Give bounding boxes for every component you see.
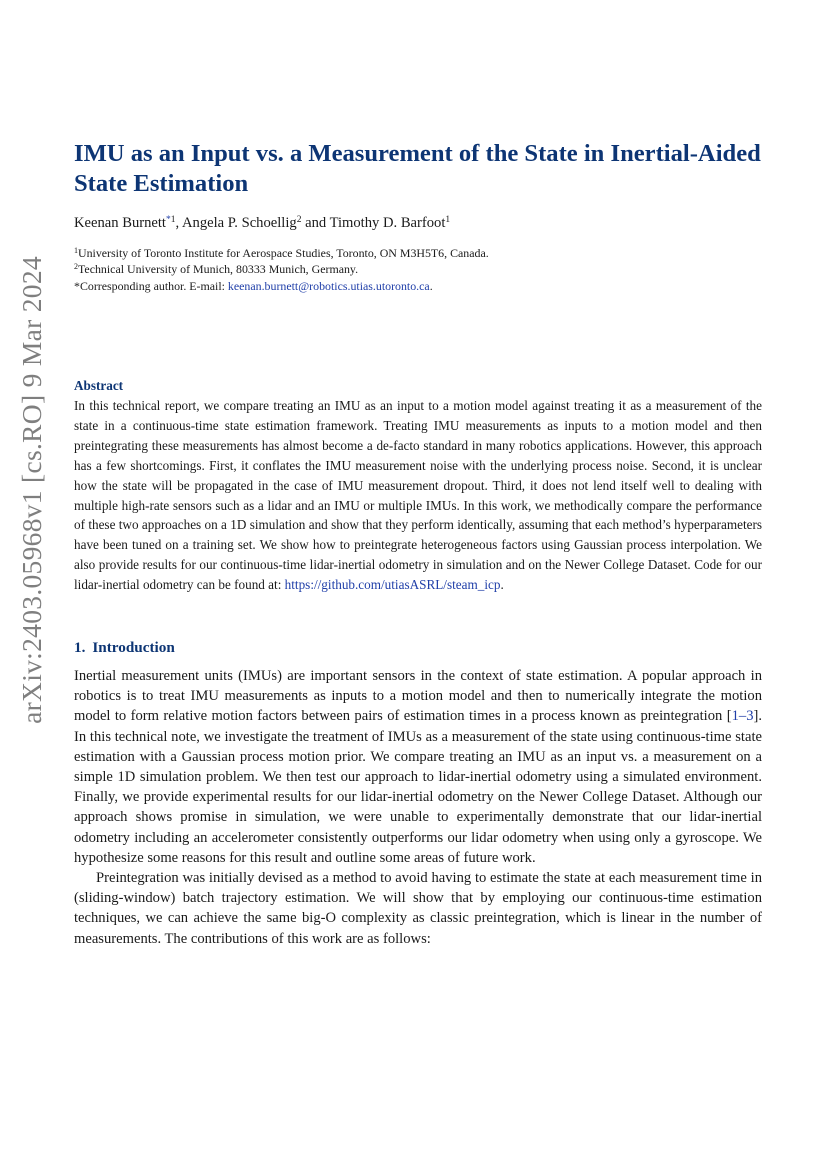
author-mark[interactable] [166,215,176,225]
email-link[interactable]: keenan.burnett@robotics.utias.utoronto.ca [227,278,430,293]
corresponding-prefix: *Corresponding author. E-mail: [74,278,228,293]
affiliation-1 [74,245,489,261]
abstract-heading: Abstract [74,378,124,393]
paragraph-text: Inertial measurement units (IMUs) are important sensors in the context of state estimation. A popular approach in robotics is to treat IMU measurements as inputs to a motion model and then to numerically integrate the motion model to form relative motion factors between pairs of estimation times in a process known as preintegration [ [74,668,762,725]
corresponding-suffix: . [429,278,433,293]
paper-title: IMU as an Input vs. a Measurement of the State in Inertial-Aided State Estimation [74,140,761,197]
author-name: Timothy D. Barfoot [329,215,446,231]
corresponding-author [74,278,489,294]
abstract-section [74,378,762,595]
arxiv-side-stamp [8,0,56,1175]
affiliation-number: 2 [296,215,302,225]
abstract-text [74,396,762,595]
affiliation-text: University of Toronto Institute for Aerospace Studies, Toronto, ON M3H5T6, Canada. [78,246,489,260]
section-title: Introduction [92,639,175,656]
code-repository-link[interactable]: https://github.com/utiasASRL/steam_icp [284,577,501,593]
author-name: Angela P. Schoellig [182,215,297,231]
paragraph: Preintegration was initially devised as a method to avoid having to estimate the state at each measurement time in (sliding-window) batch trajectory estimation. We will show that by employing our continuous-time estimation techniques, we can achieve the same big-O complexity as classic preintegration, which is linear in the number of measurements. The contributions of this work are as follows: [74,870,762,947]
citation-link[interactable]: 1–3 [731,708,754,725]
affiliation-number: 1 [445,215,451,225]
section-number: 1. [74,639,86,656]
arxiv-identifier: arXiv:2403.05968v1 [cs.RO] 9 Mar 2024 [16,256,47,724]
introduction-body [74,666,762,949]
affiliation-number: 1 [74,246,78,255]
corresponding-author-link[interactable]: * [166,215,171,225]
paragraph [74,666,762,868]
abstract-end: . [500,577,504,593]
section-heading-introduction [74,638,175,658]
author-list [74,213,450,233]
paragraph-text: ]. In this technical note, we investigate the treatment of IMUs as a measurement of the state using continuous-time state estimation with a Gaussian process motion prior. We compare treating an IMU as an input vs. a measurement on a simple 1D simulation problem. We then test our approach to lidar-inertial odometry using a simulated environment. Finally, we provide experimental results for our lidar-inertial odometry on the Newer College Dataset. Although our approach shows promise in simulation, we were unable to experimentally demonstrate that our lidar-inertial odometry including an accelerometer consistently outperforms our lidar odometry when using only a gyroscope. We hypothesize some reasons for this result and outline some areas of future work. [74,708,762,866]
abstract-body-text: In this technical report, we compare treating an IMU as an input to a motion model against treating it as a measurement of the state in a continuous-time state estimation framework. Treating IMU measurements as inputs to a motion model and then preintegrating these measurements has almost become a de-facto standard in many robotics applications. However, this approach has a few shortcomings. First, it conflates the IMU measurement noise with the underlying process noise. Second, it is unclear how the state will be propagated in the case of IMU measurement dropout. Third, it does not lend itself well to dealing with multiple high-rate sensors such as a lidar and an IMU or multiple IMUs. In this work, we methodically compare the performance of these two approaches on a 1D simulation and show that they perform identically, assuming that each method’s hyperparameters have been tuned on a training set. We show how to preintegrate heterogeneous factors using Gaussian process interpolation. We also provide results for our continuous-time lidar-inertial odometry in simulation and on the Newer College Dataset. Code for our lidar-inertial odometry can be found at: [74,398,762,593]
affiliations [74,245,489,294]
author-separator: and [301,215,330,231]
affiliation-text: Technical University of Munich, 80333 Munich, Germany. [78,262,359,277]
author-separator: , [175,215,182,231]
affiliation-number: 2 [74,262,78,272]
affiliation-2 [74,261,489,277]
author-name: Keenan Burnett [74,215,166,231]
affiliation-number: 1 [170,215,176,225]
